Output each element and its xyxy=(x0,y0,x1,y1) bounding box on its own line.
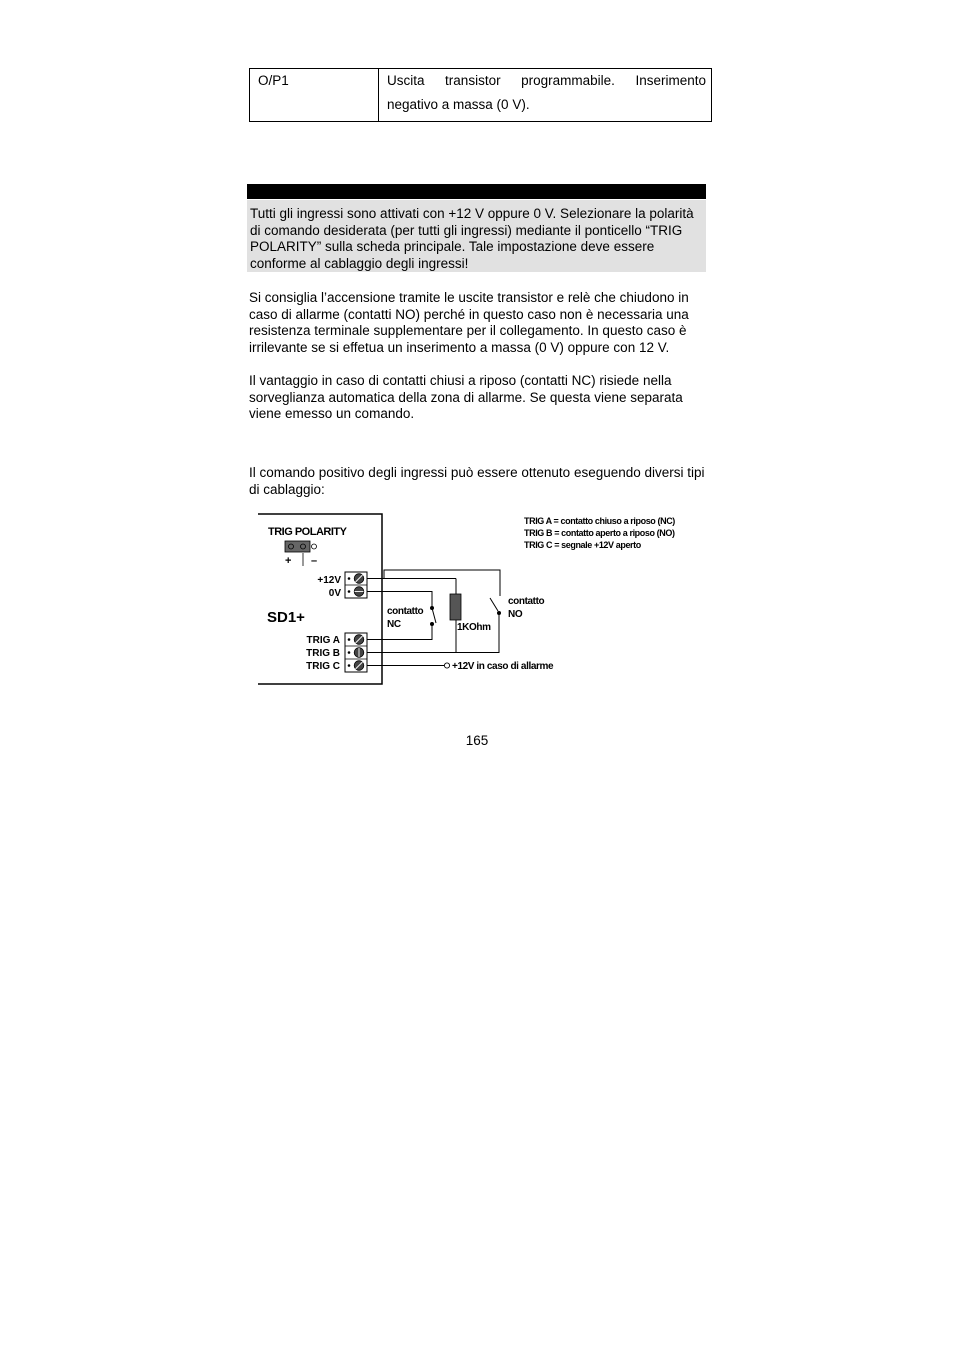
terminal-0v-label: 0V xyxy=(328,588,341,599)
table-row xyxy=(250,69,712,122)
trig-c-input-terminal xyxy=(444,663,449,668)
wire-12v xyxy=(367,570,500,596)
note-text: Tutti gli ingressi sono attivati con +12 V oppure 0 V. Selezionare la polarità di comando desiderata (per tutti gli ingressi) mediante il ponticello “TRIG POLARITY” sulla scheda principale. Tale impostazione deve essere conforme al cablaggio degli ingressi! xyxy=(250,206,694,271)
resistor-label: 1KOhm xyxy=(457,622,491,633)
terminal-trig-a-label: TRIG A xyxy=(306,635,340,646)
resistor-1kohm xyxy=(450,594,461,620)
polarity-minus-label: – xyxy=(311,555,318,567)
table-cell-description: Uscita transistor programmabile. Inserimento negativo a massa (0 V). xyxy=(379,69,712,122)
polarity-plus-label: + xyxy=(285,555,292,567)
terminal-trig-b-label: TRIG B xyxy=(306,648,340,659)
paragraph-positive-command: Il comando positivo degli ingressi può essere ottenuto eseguendo diversi tipi di cablaggio: xyxy=(249,465,705,497)
wire-0v xyxy=(367,592,432,608)
nc-contact-label-2: NC xyxy=(387,619,401,630)
no-contact-label-1: contatto xyxy=(508,596,545,607)
terminal-12v-label: +12V xyxy=(317,575,341,586)
nc-contact-label-1: contatto xyxy=(387,606,424,617)
no-contact-blade xyxy=(490,598,498,611)
jumper-pin-3 xyxy=(312,544,317,549)
nc-contact-blade xyxy=(432,608,436,623)
alarm-input-label: +12V in caso di allarme xyxy=(452,661,554,672)
legend-trig-b: TRIG B = contatto aperto a riposo (NO) xyxy=(524,528,675,538)
trig-polarity-label: TRIG POLARITY xyxy=(268,526,347,538)
paragraph-no-contacts: Si consiglia l’accensione tramite le uscite transistor e relè che chiudono in caso di allarme (contatti NO) perché in questo caso non è necessaria una resistenza terminale supplementare per il collegamento. In questo caso è irrilevante se si effetua un inserimento a massa (0 V) oppure con 12 V. xyxy=(249,290,689,355)
device-name: SD1+ xyxy=(267,609,305,626)
page-number: 165 xyxy=(465,733,489,748)
no-contact-label-2: NO xyxy=(508,609,523,620)
terminal-trig-c-label: TRIG C xyxy=(306,661,340,672)
note-box xyxy=(247,200,706,272)
wiring-diagram xyxy=(254,510,706,688)
output-table xyxy=(249,68,712,122)
legend-trig-c: TRIG C = segnale +12V aperto xyxy=(524,540,641,550)
paragraph-nc-contacts: Il vantaggio in caso di contatti chiusi a riposo (contatti NC) risiede nella sorveglianza automatica della zona di allarme. Se questa viene separata viene emesso un comando. xyxy=(249,373,683,422)
section-heading-bar xyxy=(247,184,706,199)
table-cell-key: O/P1 xyxy=(250,69,379,122)
legend-trig-a: TRIG A = contatto chiuso a riposo (NC) xyxy=(524,516,675,526)
